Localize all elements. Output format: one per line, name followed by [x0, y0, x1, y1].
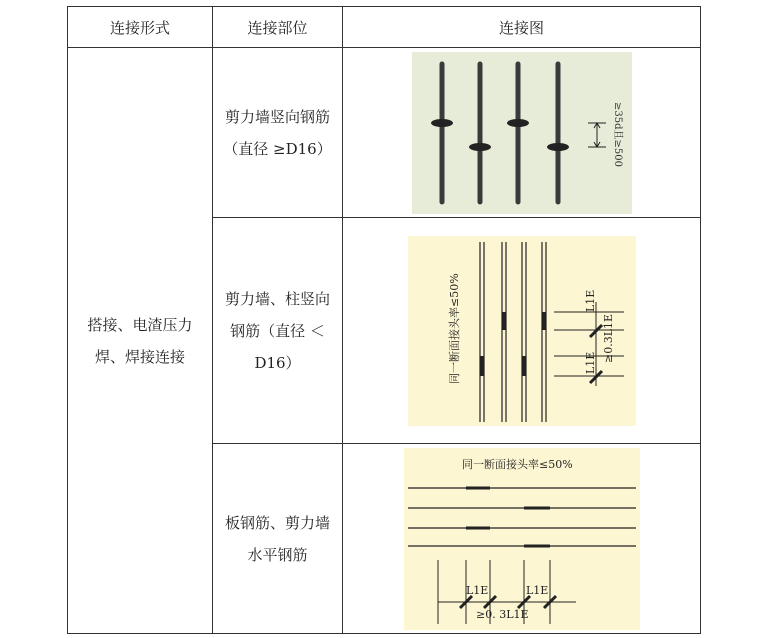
diagram-cell [343, 444, 701, 634]
location-text: 剪力墙竖向钢筋（直径 ≥D16） [223, 107, 332, 158]
spacing-annotation: ≥35d且≥500 [611, 101, 623, 167]
horizontal-lap-diagram [404, 448, 640, 630]
location-cell [213, 444, 343, 634]
joint-ratio-label: 同一断面接头率≤50% [461, 457, 573, 471]
weld-point [547, 143, 569, 151]
table-row [68, 48, 701, 218]
lap-length-label: L1E [525, 583, 548, 597]
header-method: 连接形式 [68, 7, 213, 48]
location-cell [213, 48, 343, 218]
diagram-cell [343, 48, 701, 218]
connection-table [67, 6, 701, 634]
vertical-lap-diagram [408, 236, 636, 426]
lap-length-label: L1E [583, 351, 597, 374]
header-row [68, 7, 701, 48]
location-text: 剪力墙、柱竖向钢筋（直径 ＜ D16） [224, 289, 330, 372]
location-cell [213, 218, 343, 444]
weld-point [507, 119, 529, 127]
header-diagram: 连接图 [343, 7, 701, 48]
location-text: 板钢筋、剪力墙水平钢筋 [224, 513, 330, 564]
weld-point [431, 119, 453, 127]
method-text: 搭接、电渣压力焊、焊接连接 [87, 315, 193, 366]
header-location: 连接部位 [213, 7, 343, 48]
vertical-weld-diagram [412, 52, 632, 214]
lap-length-label: L1E [465, 583, 488, 597]
joint-ratio-label: 同一断面接头率≤50% [447, 272, 461, 384]
lap-length-label: L1E [583, 289, 597, 312]
method-cell [68, 48, 213, 634]
diagram-background [412, 52, 632, 214]
gap-length-label: ≥0.3L1E [601, 313, 615, 363]
gap-length-label: ≥0. 3L1E [475, 607, 529, 621]
diagram-cell [343, 218, 701, 444]
weld-point [469, 143, 491, 151]
